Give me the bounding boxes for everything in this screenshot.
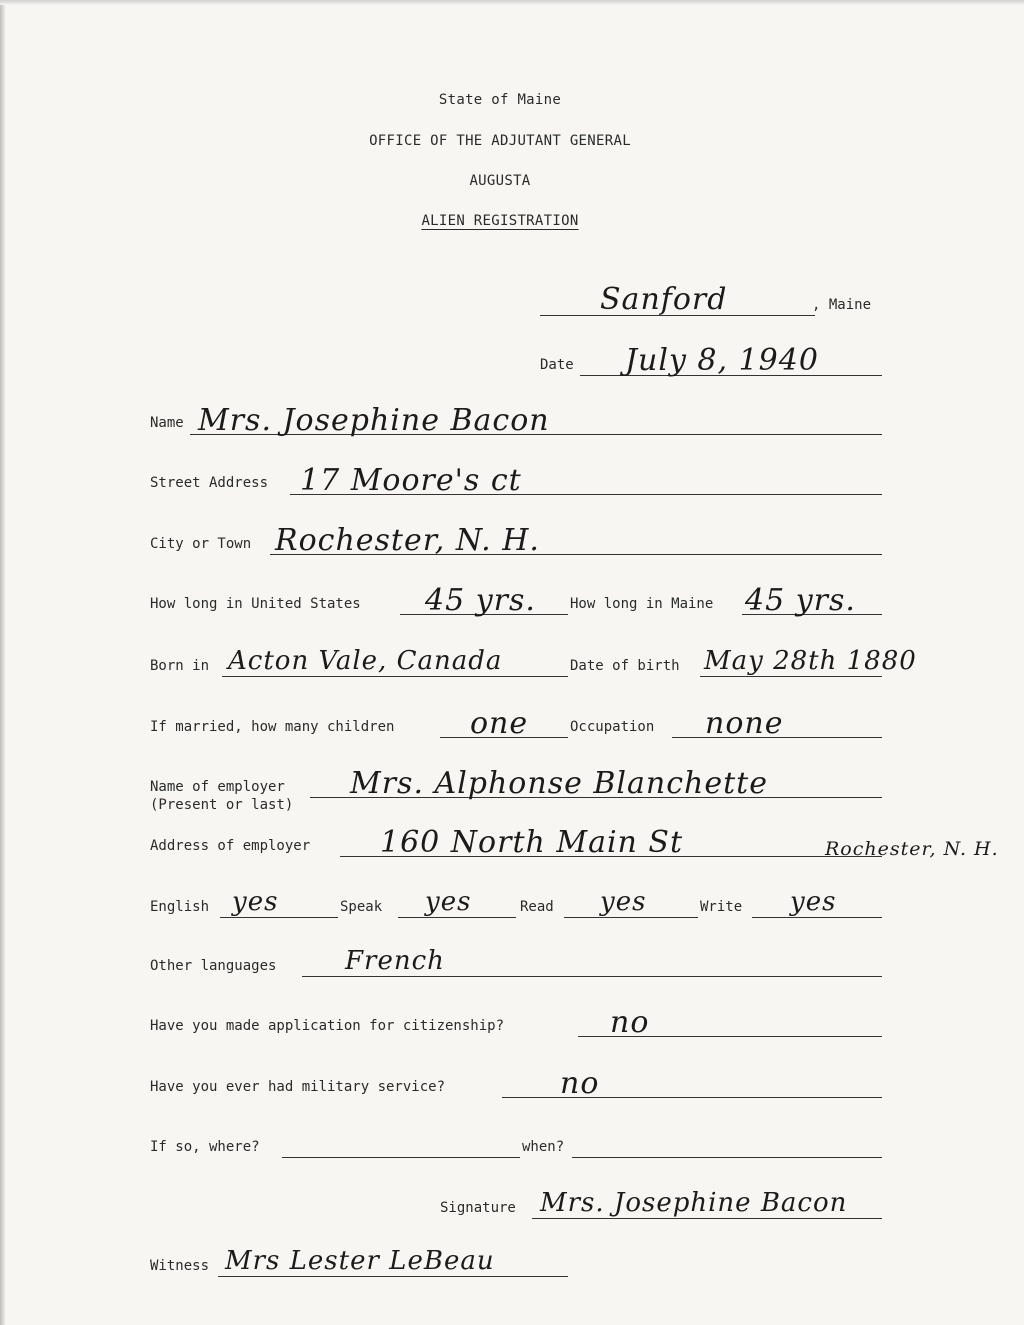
employer-address-label: Address of employer xyxy=(150,838,311,854)
read-label: Read xyxy=(520,899,554,915)
street-label: Street Address xyxy=(150,475,269,491)
how-long-us-value: 45 yrs. xyxy=(425,583,536,618)
scan-edge-top xyxy=(0,0,1024,5)
employer-value: Mrs. Alphonse Blanchette xyxy=(350,766,768,801)
occupation-value: none xyxy=(705,706,784,741)
signature-label: Signature xyxy=(440,1200,516,1216)
english-label: English xyxy=(150,899,210,915)
how-long-maine-label: How long in Maine xyxy=(570,596,714,612)
other-languages-line xyxy=(302,976,882,977)
other-languages-value: French xyxy=(345,946,445,976)
write-label: Write xyxy=(700,899,743,915)
form-title xyxy=(0,213,1000,229)
date-of-birth-label: Date of birth xyxy=(570,658,680,674)
street-value: 17 Moore's ct xyxy=(300,463,522,498)
read-line xyxy=(564,917,698,918)
witness-line xyxy=(218,1276,568,1277)
children-value: one xyxy=(470,706,529,741)
write-value: yes xyxy=(790,887,837,917)
speak-value: yes xyxy=(425,887,472,917)
witness-value: Mrs Lester LeBeau xyxy=(225,1246,495,1276)
city-town-label: City or Town xyxy=(150,536,252,552)
how-long-us-label: How long in United States xyxy=(150,596,361,612)
form-title-text: ALIEN REGISTRATION xyxy=(421,213,579,229)
employer-address-city-value: Rochester, N. H. xyxy=(825,838,999,860)
name-value: Mrs. Josephine Bacon xyxy=(198,403,550,438)
born-in-value: Acton Vale, Canada xyxy=(228,646,503,676)
name-label: Name xyxy=(150,415,184,431)
read-value: yes xyxy=(600,887,647,917)
date-of-birth-line xyxy=(700,676,882,677)
military-value: no xyxy=(560,1066,600,1101)
if-so-where-label: If so, where? xyxy=(150,1139,260,1155)
english-line xyxy=(220,917,338,918)
city-town-value: Rochester, N. H. xyxy=(275,523,540,558)
header-state: State of Maine xyxy=(438,92,562,108)
employer-address-value: 160 North Main St xyxy=(380,825,684,860)
children-label: If married, how many children xyxy=(150,719,395,735)
born-in-label: Born in xyxy=(150,658,210,674)
signature-line xyxy=(532,1218,882,1219)
employer-note: (Present or last) xyxy=(150,797,294,813)
military-line xyxy=(502,1097,882,1098)
header-city: AUGUSTA xyxy=(469,173,531,189)
maine-label: , Maine xyxy=(812,297,872,313)
when-line xyxy=(572,1157,882,1158)
header-office: OFFICE OF THE ADJUTANT GENERAL xyxy=(369,133,631,149)
speak-label: Speak xyxy=(340,899,383,915)
when-label: when? xyxy=(522,1139,565,1155)
other-languages-label: Other languages xyxy=(150,958,277,974)
date-label: Date xyxy=(540,357,574,373)
witness-label: Witness xyxy=(150,1258,210,1274)
citizenship-value: no xyxy=(610,1005,650,1040)
employer-label: Name of employer xyxy=(150,779,285,795)
date-value: July 8, 1940 xyxy=(625,343,819,378)
town-value: Sanford xyxy=(600,282,728,317)
english-value: yes xyxy=(232,887,279,917)
if-so-where-line xyxy=(282,1157,520,1158)
how-long-maine-value: 45 yrs. xyxy=(745,583,856,618)
date-of-birth-value: May 28th 1880 xyxy=(704,646,917,676)
occupation-label: Occupation xyxy=(570,719,655,735)
speak-line xyxy=(398,917,516,918)
military-label: Have you ever had military service? xyxy=(150,1079,446,1095)
born-in-line xyxy=(222,676,568,677)
scan-edge-left xyxy=(0,0,6,1325)
write-line xyxy=(752,917,882,918)
citizenship-label: Have you made application for citizenship? xyxy=(150,1018,505,1034)
signature-value: Mrs. Josephine Bacon xyxy=(540,1188,848,1218)
